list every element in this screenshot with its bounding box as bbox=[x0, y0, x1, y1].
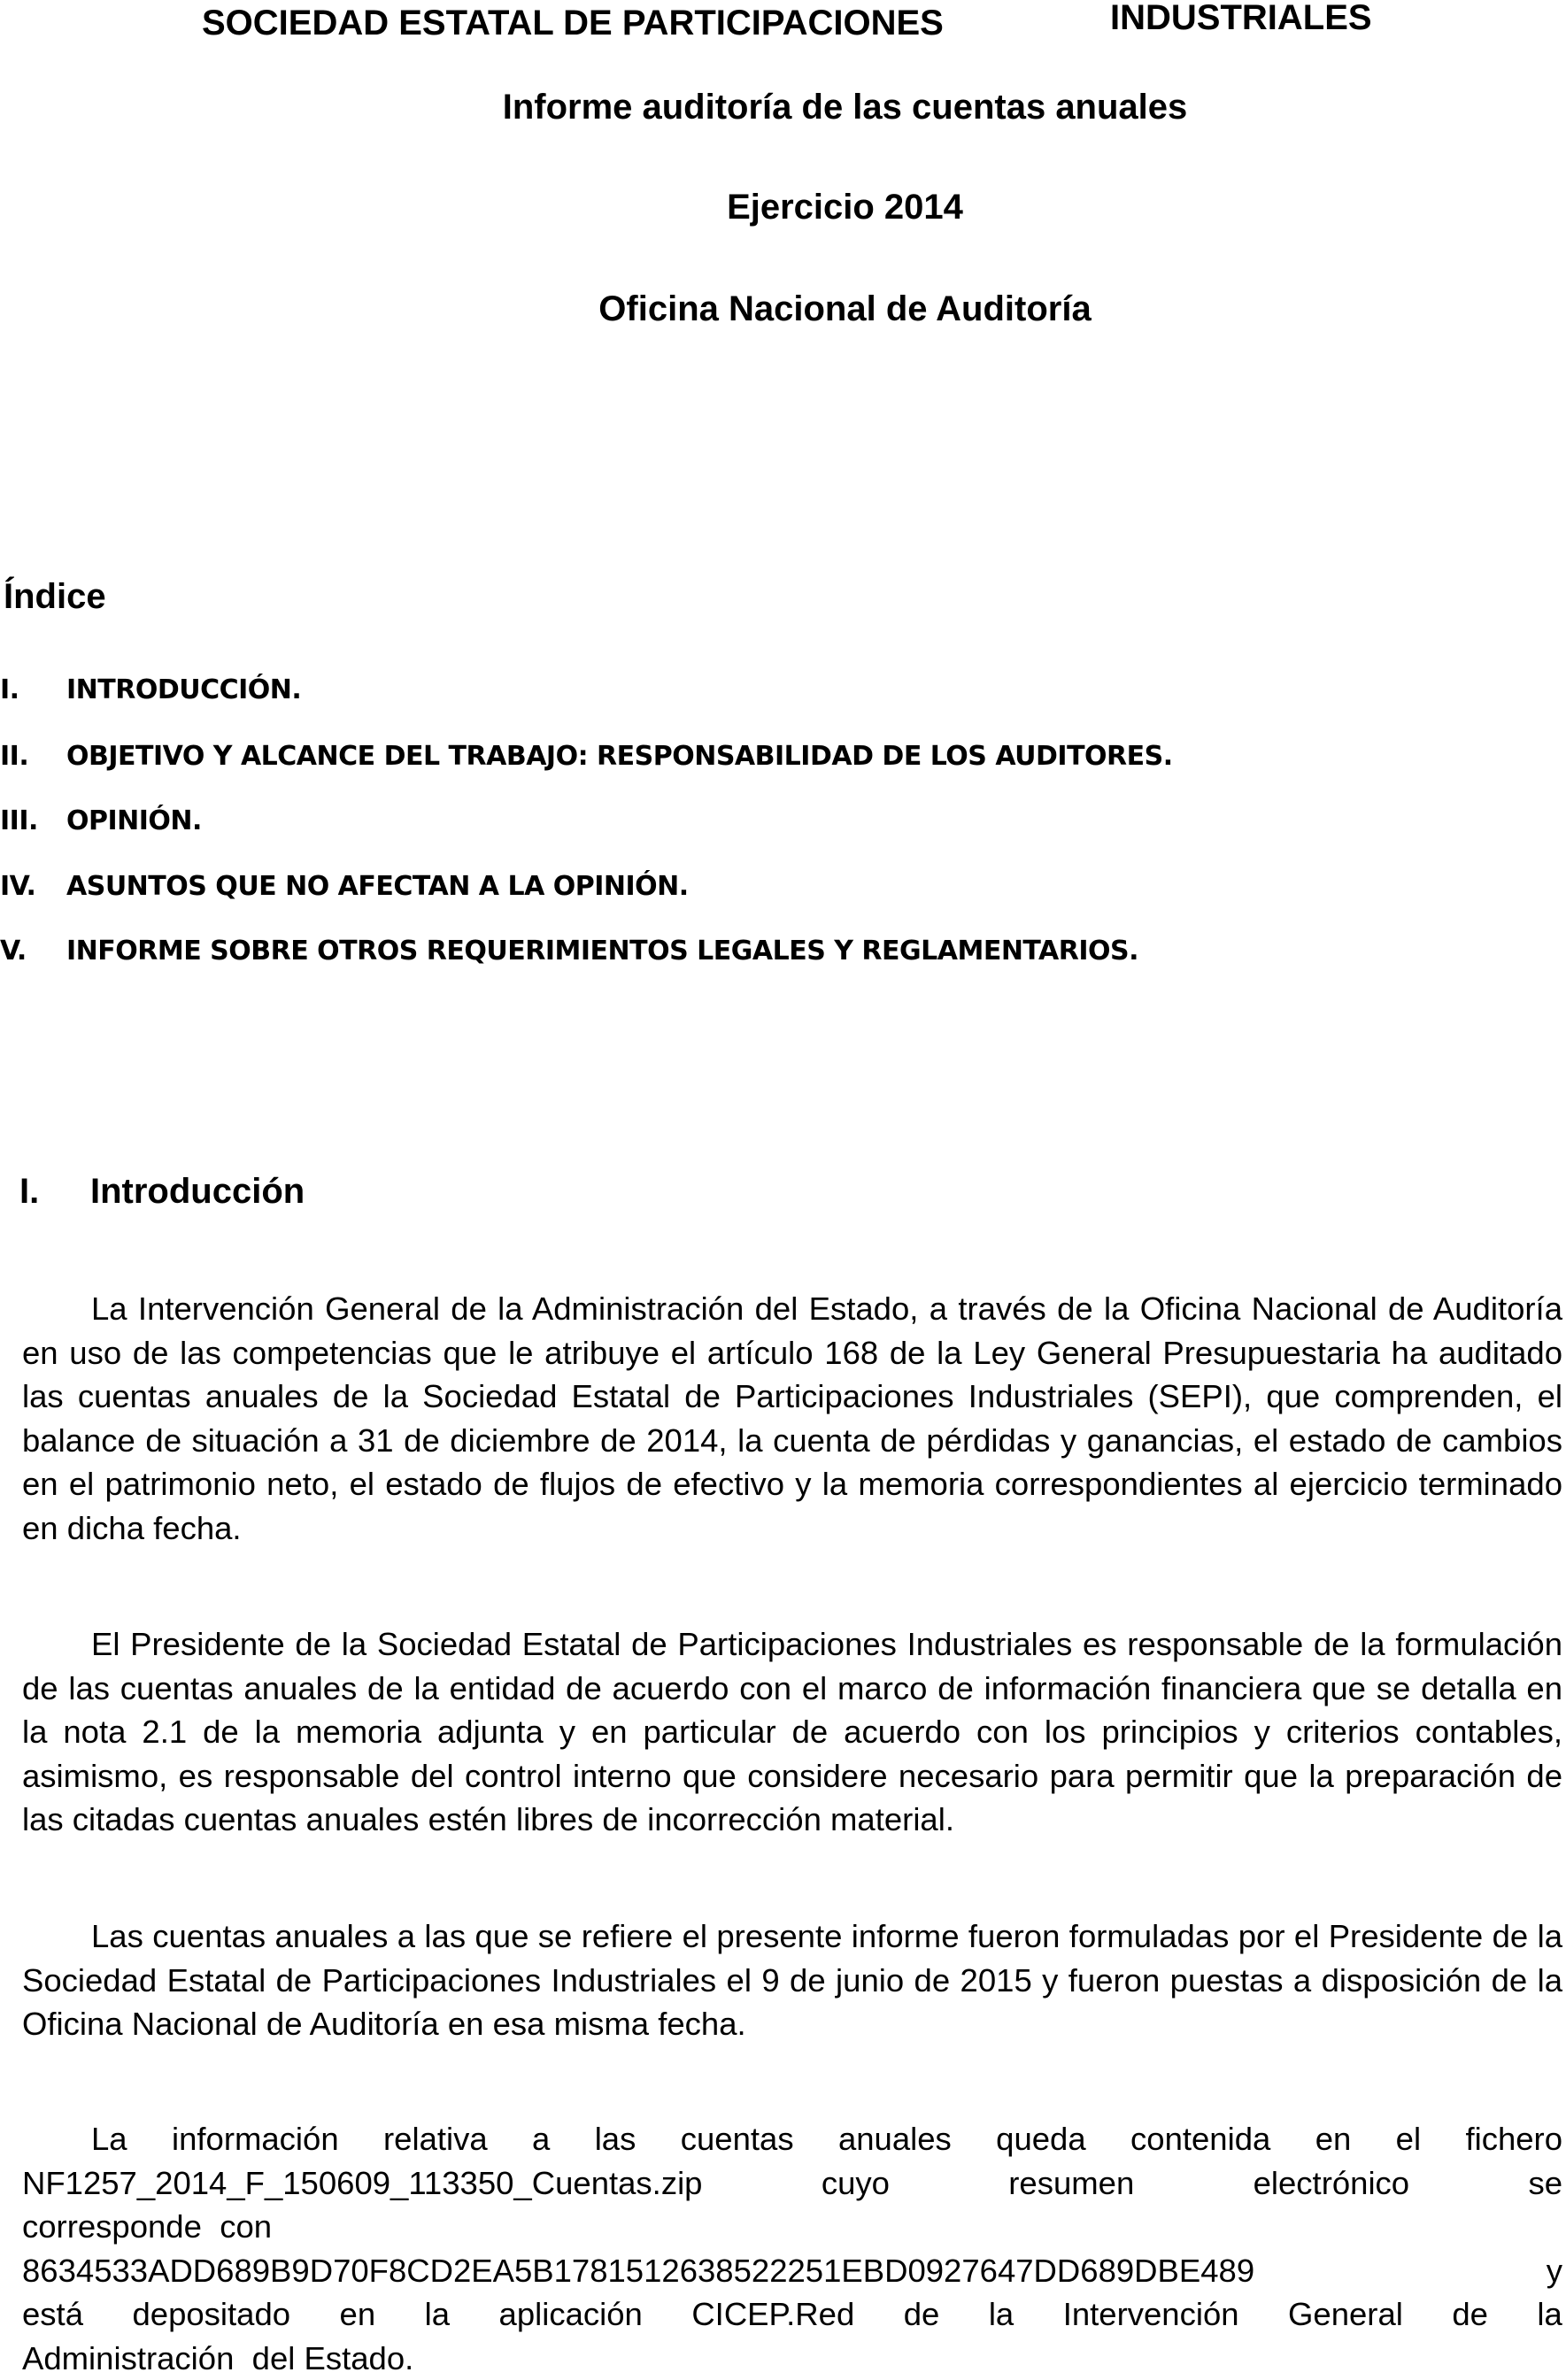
section-title: Introducción bbox=[90, 1170, 305, 1213]
word: se bbox=[1528, 2161, 1562, 2206]
index-item-label: INTRODUCCIÓN. bbox=[66, 673, 301, 708]
word: cuyo bbox=[822, 2161, 890, 2206]
word: en bbox=[1315, 2117, 1352, 2161]
word: de bbox=[904, 2292, 940, 2337]
index-heading: Índice bbox=[4, 575, 106, 618]
word: fichero bbox=[1465, 2117, 1562, 2161]
section-number: I. bbox=[19, 1170, 39, 1213]
word: en bbox=[340, 2292, 376, 2337]
report-title-year: Ejercicio 2014 bbox=[62, 186, 1566, 228]
index-item-number: I. bbox=[0, 673, 19, 708]
index-item-number: IV. bbox=[0, 869, 35, 905]
word: las bbox=[595, 2117, 636, 2161]
word: la bbox=[989, 2292, 1014, 2337]
word: de bbox=[1452, 2292, 1488, 2337]
index-item-label: OBJETIVO Y ALCANCE DEL TRABAJO: RESPONSABILIDAD DE LOS AUDITORES. bbox=[66, 739, 1173, 774]
body-paragraph: La Intervención General de la Administración del Estado, a través de la Oficina Nacional de Auditoría en uso de las competencias que le atribuye el artículo 168 de la Ley General Presupuestaria ha auditado las cuentas anuales de la Sociedad Estatal de Participaciones Industriales (SEPI), que comprenden, el balance de situación a 31 de diciembre de 2014, la cuenta de pérdidas y ganancias, el estado de cambios en el patrimonio neto, el estado de flujos de efectivo y la memoria correspondientes al ejercicio terminado en dicha fecha. bbox=[22, 1287, 1562, 1550]
report-title-type: Informe auditoría de las cuentas anuales bbox=[62, 86, 1566, 128]
word: y bbox=[1547, 2249, 1562, 2293]
word: relativa bbox=[383, 2117, 488, 2161]
body-paragraph: Las cuentas anuales a las que se refiere el presente informe fueron formuladas por el Presidente de la Sociedad Estatal de Participaciones Industriales el 9 de junio de 2015 y fueron puestas a disposición de la Oficina Nacional de Auditoría en esa misma fecha. bbox=[22, 1914, 1562, 2046]
word: CICEP.Red bbox=[691, 2292, 854, 2337]
index-item-number: V. bbox=[0, 934, 27, 969]
word: a bbox=[532, 2117, 550, 2161]
index-item-number: III. bbox=[0, 804, 38, 839]
file-info-line-1 bbox=[22, 2117, 1562, 2161]
file-info-line-2 bbox=[22, 2161, 1562, 2206]
body-paragraph-file-info bbox=[22, 2117, 1562, 2380]
word: resumen bbox=[1008, 2161, 1134, 2206]
word: contenida bbox=[1130, 2117, 1270, 2161]
word: el bbox=[1396, 2117, 1421, 2161]
file-info-line-4 bbox=[22, 2249, 1562, 2293]
word: anuales bbox=[838, 2117, 952, 2161]
index-item-number: II. bbox=[0, 739, 28, 774]
word: aplicación bbox=[499, 2292, 643, 2337]
word: depositado bbox=[132, 2292, 290, 2337]
word: queda bbox=[996, 2117, 1086, 2161]
index-item-label: OPINIÓN. bbox=[66, 804, 202, 839]
report-title-office: Oficina Nacional de Auditoría bbox=[62, 288, 1566, 330]
file-info-line-3: corresponde con bbox=[22, 2205, 1562, 2249]
word: la bbox=[1537, 2292, 1562, 2337]
word: está bbox=[22, 2292, 83, 2337]
word: NF1257_2014_F_150609_113350_Cuentas.zip bbox=[22, 2161, 702, 2206]
index-item-label: ASUNTOS QUE NO AFECTAN A LA OPINIÓN. bbox=[66, 869, 689, 905]
word: información bbox=[172, 2117, 339, 2161]
report-title-entity-part-2: INDUSTRIALES bbox=[1110, 0, 1372, 39]
body-paragraph: El Presidente de la Sociedad Estatal de Participaciones Industriales es responsable de la formulación de las cuentas anuales de la entidad de acuerdo con el marco de información financiera que se detalla en la nota 2.1 de la memoria adjunta y en particular de acuerdo con los principios y criterios contables, asimismo, es responsable del control interno que considere necesario para permitir que la preparación de las citadas cuentas anuales estén libres de incorrección material. bbox=[22, 1622, 1562, 1842]
word: Intervención bbox=[1063, 2292, 1239, 2337]
word: la bbox=[425, 2292, 450, 2337]
index-item-label: INFORME SOBRE OTROS REQUERIMIENTOS LEGALES Y REGLAMENTARIOS. bbox=[66, 934, 1138, 969]
word: 8634533ADD689B9D70F8CD2EA5B1781512638522251EBD0927647DD689DBE489 bbox=[22, 2249, 1254, 2293]
file-info-line-6: Administración del Estado. bbox=[22, 2337, 1562, 2380]
file-info-line-5 bbox=[22, 2292, 1562, 2337]
word: General bbox=[1288, 2292, 1403, 2337]
word: cuentas bbox=[681, 2117, 794, 2161]
report-title-entity-part-1: SOCIEDAD ESTATAL DE PARTICIPACIONES bbox=[202, 2, 944, 44]
word: electrónico bbox=[1254, 2161, 1410, 2206]
word: La bbox=[91, 2117, 127, 2161]
